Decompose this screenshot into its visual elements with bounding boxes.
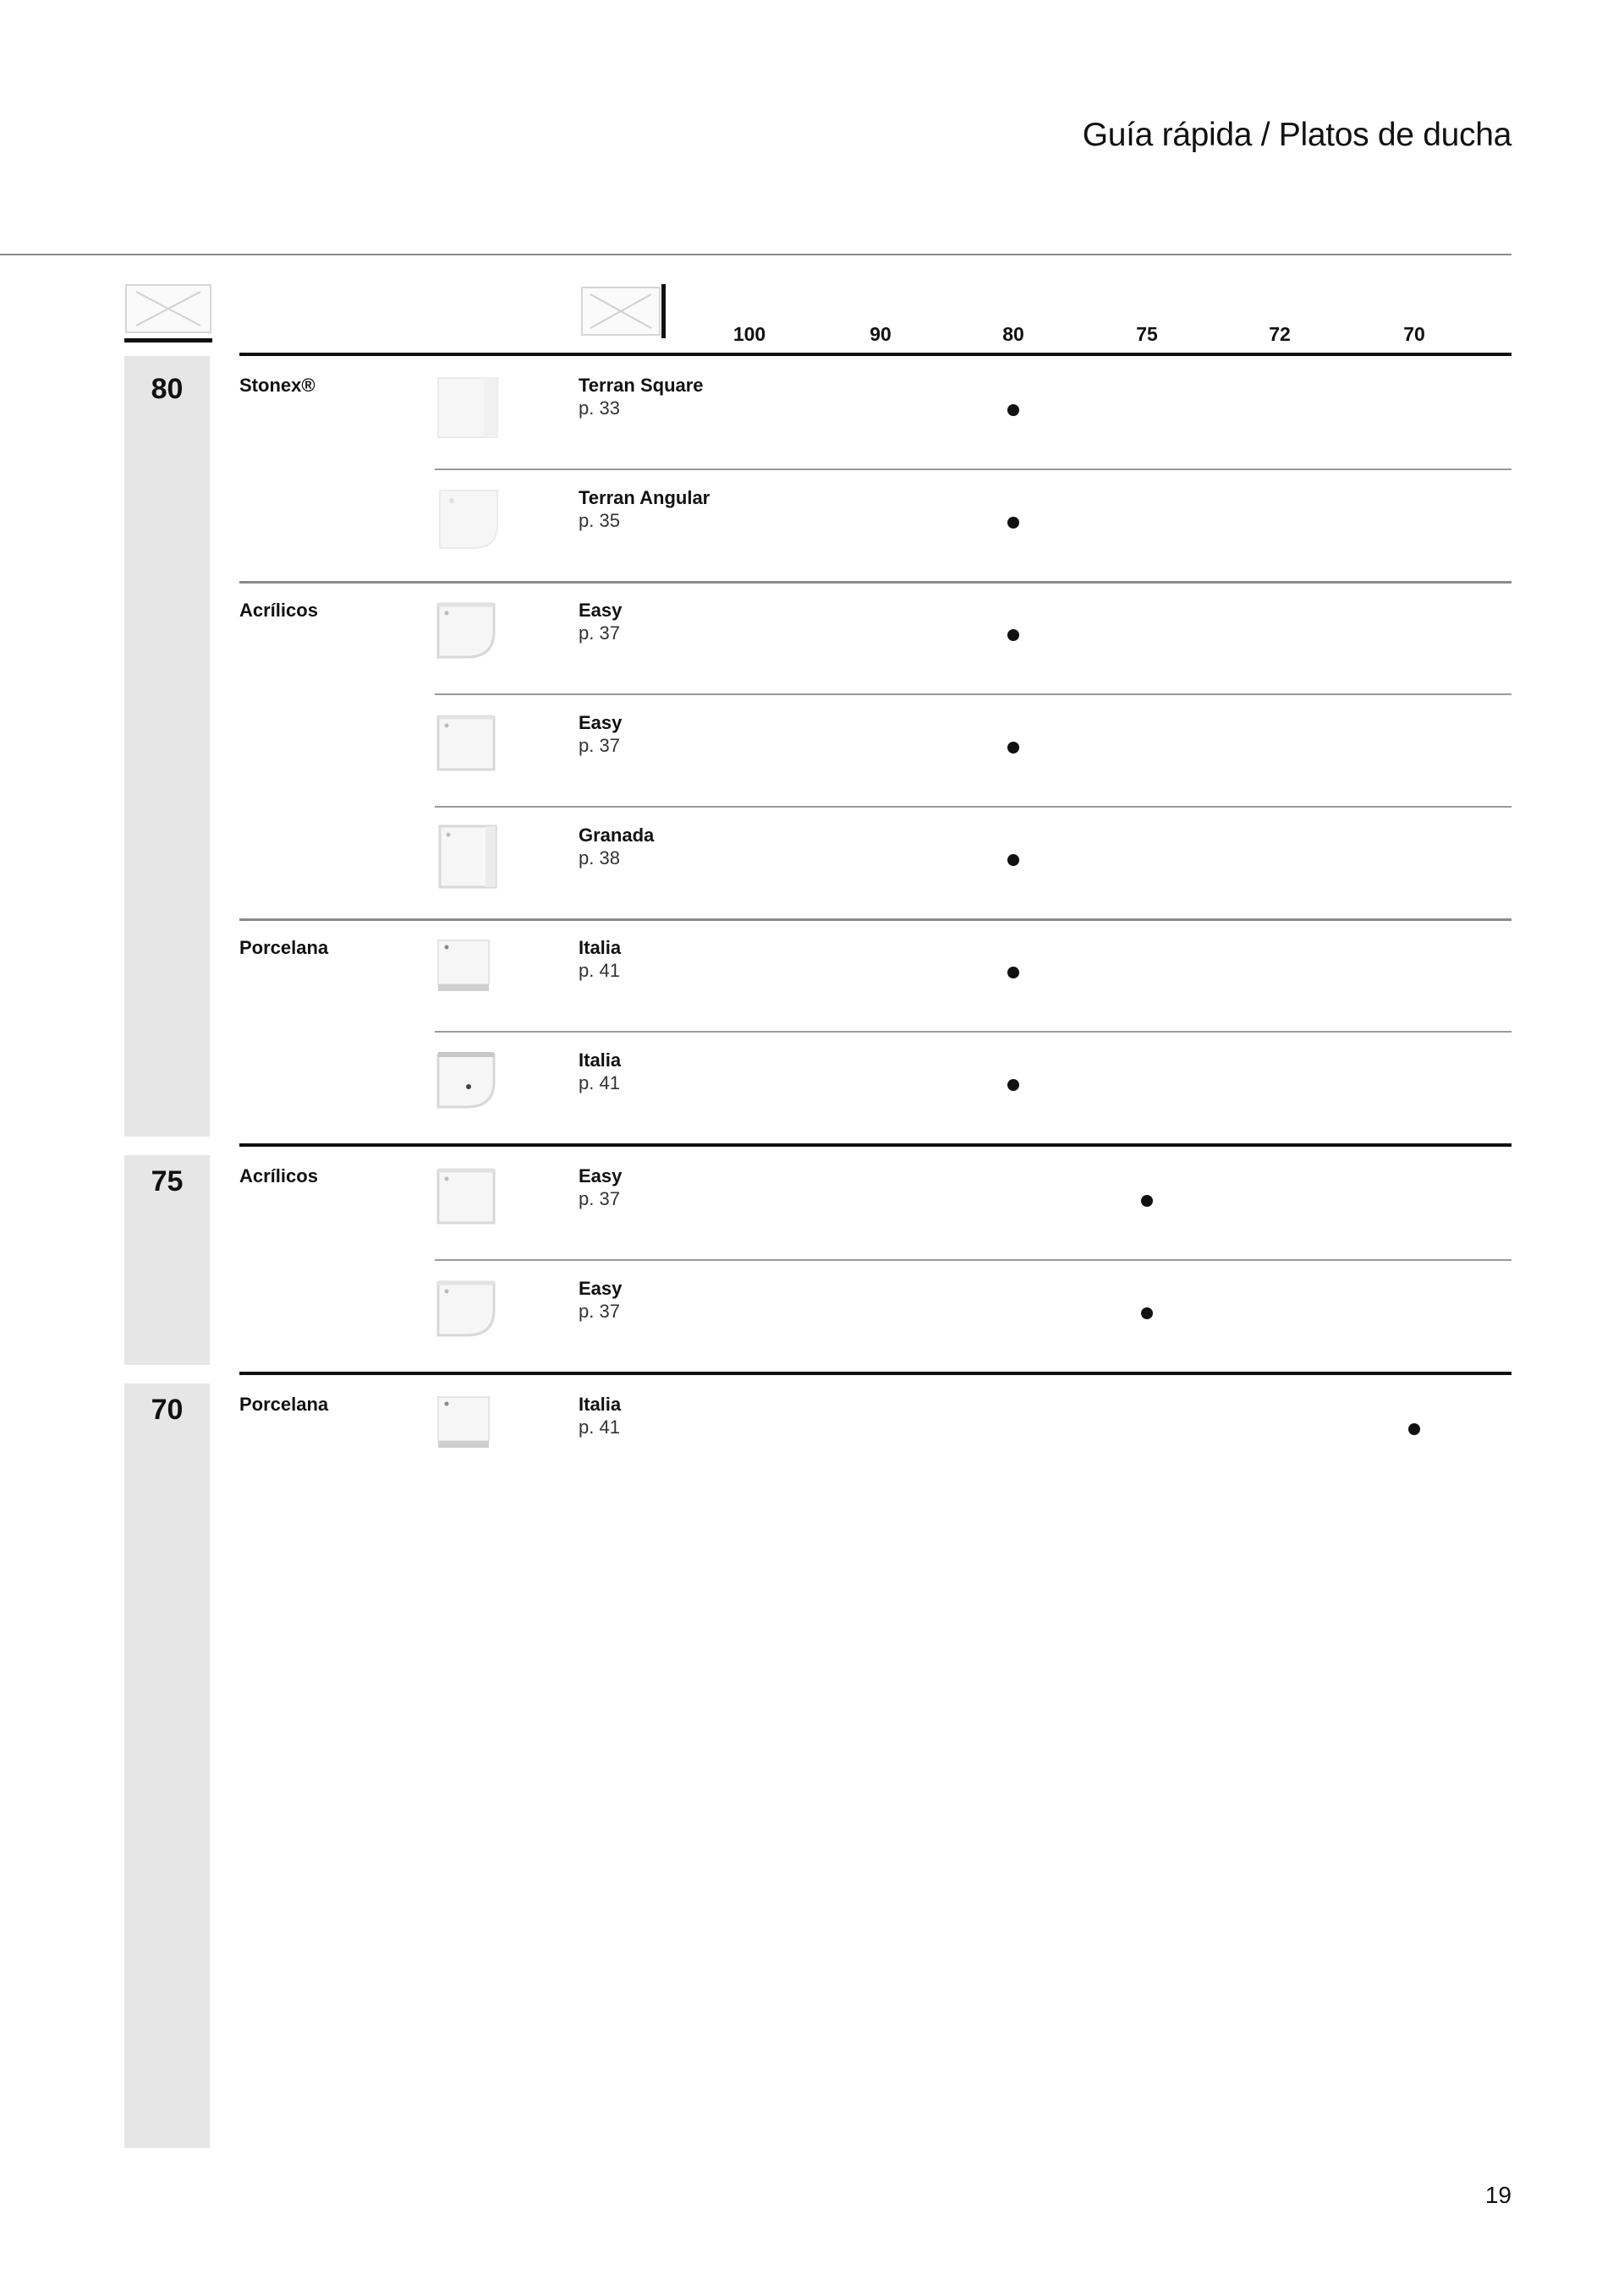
product-name: Granada bbox=[579, 825, 655, 846]
product-name: Easy bbox=[579, 1165, 623, 1186]
size-column bbox=[124, 356, 210, 1137]
product-name: Easy bbox=[579, 1278, 623, 1299]
product-page-ref: p. 38 bbox=[579, 847, 620, 869]
shower-tray-thumbnail bbox=[435, 935, 496, 996]
product-name: Italia bbox=[579, 1049, 622, 1071]
shower-tray-thumbnail bbox=[435, 1392, 496, 1453]
availability-dot bbox=[1007, 1079, 1019, 1091]
size-column bbox=[124, 1155, 210, 1365]
product-page-ref: p. 41 bbox=[579, 1417, 620, 1438]
column-header: 90 bbox=[870, 323, 892, 345]
size-group-divider bbox=[239, 1372, 1512, 1375]
category-label: Acrílicos bbox=[239, 1165, 318, 1186]
product-name: Terran Angular bbox=[579, 487, 710, 508]
row-divider bbox=[435, 469, 1512, 470]
shower-tray-thumbnail bbox=[435, 1164, 499, 1228]
size-group-divider bbox=[239, 1143, 1512, 1147]
column-header: 80 bbox=[1002, 323, 1024, 345]
width-marker bbox=[661, 284, 666, 338]
availability-dot bbox=[1007, 404, 1019, 416]
size-label: 75 bbox=[151, 1165, 184, 1197]
top-divider bbox=[0, 254, 1512, 255]
size-label: 70 bbox=[151, 1394, 184, 1426]
product-page-ref: p. 41 bbox=[579, 1072, 620, 1093]
availability-dot bbox=[1141, 1307, 1153, 1319]
column-header: 75 bbox=[1136, 323, 1158, 345]
product-name: Easy bbox=[579, 712, 623, 733]
page-title: Guía rápida / Platos de ducha bbox=[1082, 117, 1512, 153]
availability-dot bbox=[1007, 854, 1019, 866]
column-header: 70 bbox=[1403, 323, 1425, 345]
shower-tray-thumbnail bbox=[435, 373, 502, 441]
shower-tray-width-icon bbox=[580, 286, 661, 337]
product-page-ref: p. 37 bbox=[579, 622, 620, 644]
category-label: Acrílicos bbox=[239, 600, 318, 621]
availability-dot bbox=[1007, 967, 1019, 978]
column-header: 100 bbox=[732, 323, 766, 345]
availability-dot bbox=[1007, 629, 1019, 641]
shower-tray-thumbnail bbox=[435, 823, 502, 890]
row-divider bbox=[435, 693, 1512, 695]
shower-tray-thumbnail bbox=[435, 598, 499, 662]
column-header: 72 bbox=[1269, 323, 1291, 345]
category-divider bbox=[239, 918, 1512, 921]
product-page-ref: p. 41 bbox=[579, 960, 620, 981]
category-label: Stonex® bbox=[239, 375, 315, 396]
product-page-ref: p. 35 bbox=[579, 510, 620, 531]
size-column bbox=[124, 1384, 210, 2148]
product-page-ref: p. 37 bbox=[579, 735, 620, 756]
availability-dot bbox=[1007, 742, 1019, 753]
availability-dot bbox=[1141, 1195, 1153, 1207]
product-name: Terran Square bbox=[579, 375, 704, 396]
product-name: Italia bbox=[579, 937, 622, 958]
product-page-ref: p. 37 bbox=[579, 1188, 620, 1209]
row-divider bbox=[435, 806, 1512, 808]
availability-dot bbox=[1408, 1423, 1420, 1435]
product-page-ref: p. 33 bbox=[579, 397, 620, 419]
row-divider bbox=[435, 1031, 1512, 1033]
header-rule bbox=[239, 353, 1512, 356]
product-page-ref: p. 37 bbox=[579, 1301, 620, 1322]
product-name: Italia bbox=[579, 1394, 622, 1415]
shower-tray-thumbnail bbox=[435, 710, 499, 775]
size-header-rule bbox=[124, 338, 212, 342]
product-name: Easy bbox=[579, 600, 623, 621]
shower-tray-thumbnail bbox=[435, 1048, 499, 1112]
shower-tray-size-icon bbox=[124, 283, 212, 334]
shower-tray-thumbnail bbox=[435, 1276, 499, 1340]
category-label: Porcelana bbox=[239, 1394, 329, 1415]
availability-dot bbox=[1007, 517, 1019, 529]
page-number: 19 bbox=[1484, 2182, 1512, 2208]
category-divider bbox=[239, 581, 1512, 584]
row-divider bbox=[435, 1259, 1512, 1261]
shower-tray-thumbnail bbox=[435, 485, 502, 553]
category-label: Porcelana bbox=[239, 937, 329, 958]
size-label: 80 bbox=[151, 373, 184, 405]
